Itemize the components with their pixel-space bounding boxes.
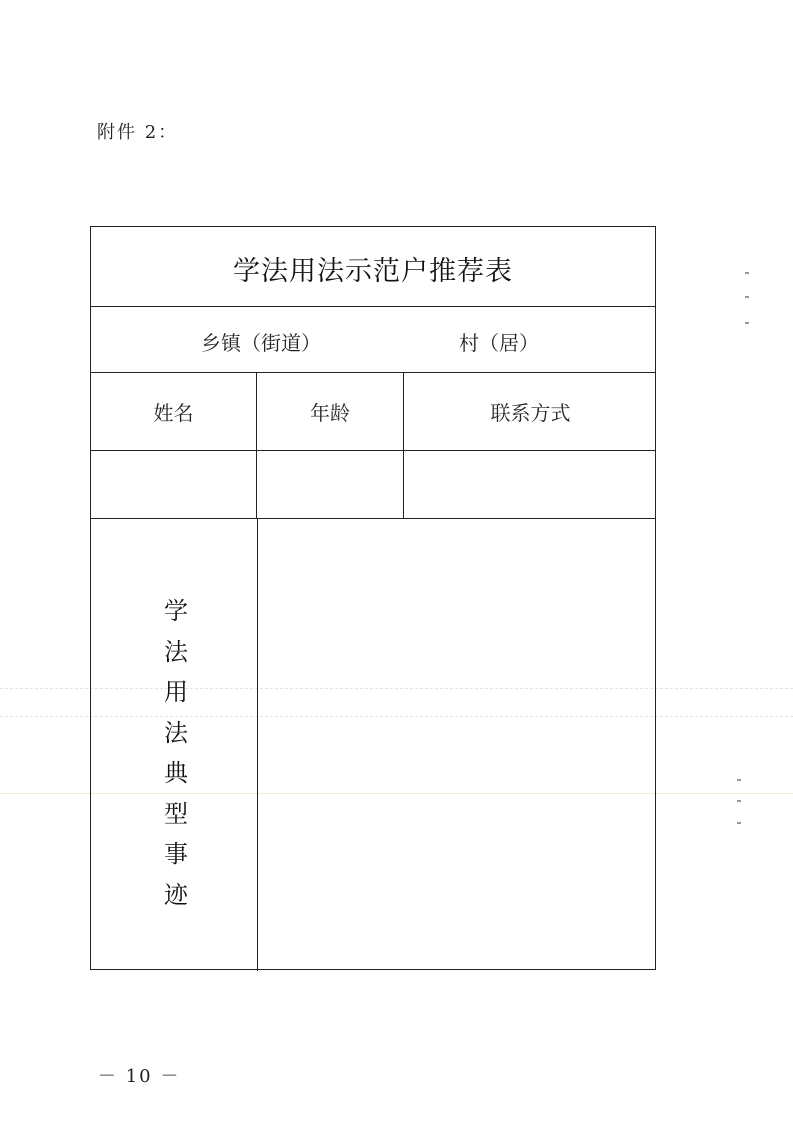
age-header: 年龄 [257,373,404,450]
scan-margin-mark [745,296,749,298]
recommendation-form [90,226,656,970]
name-field[interactable] [91,451,257,518]
form-title-row [91,227,655,307]
scan-margin-mark [745,272,749,274]
deeds-label: 学法用法典型事迹 [164,597,188,909]
scan-margin-mark [737,800,741,802]
entry-row [91,451,655,519]
scan-margin-mark [737,822,741,824]
scan-margin-mark [745,322,749,324]
age-field[interactable] [257,451,404,518]
scan-margin-mark [737,779,741,781]
location-row [91,307,655,373]
header-row [91,373,655,451]
attachment-label: 附件 2： [97,122,179,143]
form-title: 学法用法示范户推荐表 [233,256,513,287]
town-label: 乡镇（街道） [201,331,321,355]
village-label: 村（居） [459,331,539,355]
deeds-label-cell [91,519,258,971]
name-header: 姓名 [91,373,257,450]
contact-header: 联系方式 [490,401,571,425]
page-number: － 10 － [98,1066,181,1087]
deeds-content-field[interactable] [258,519,657,971]
contact-field[interactable] [404,451,657,518]
